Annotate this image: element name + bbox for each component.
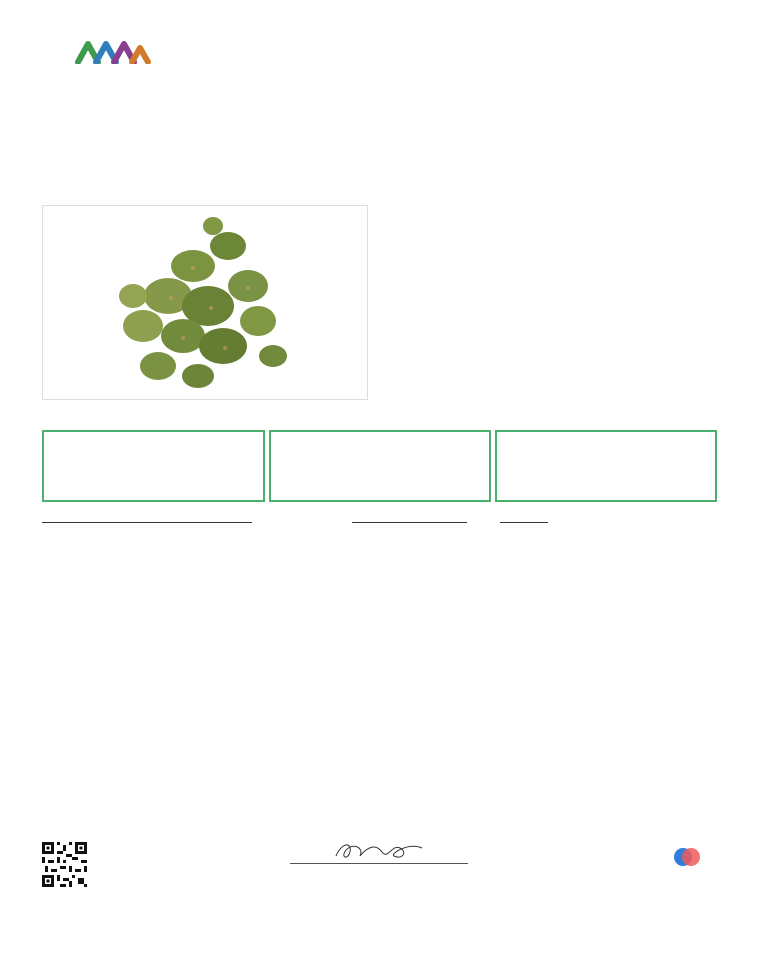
confident-logo-icon	[672, 846, 702, 868]
signature-line	[290, 863, 468, 864]
cannabinoid-table-header	[42, 512, 722, 523]
cannabinoid-units-row	[42, 523, 722, 534]
flower-buds-image	[43, 206, 369, 401]
signature-image	[330, 838, 430, 864]
qr-code[interactable]	[42, 842, 87, 887]
confident-logo	[662, 846, 712, 886]
lab-logo	[50, 38, 175, 93]
total-active-cannabinoids-box	[495, 430, 717, 502]
qr-code-icon	[42, 842, 87, 887]
signature	[330, 838, 430, 864]
total-active-thc-box	[42, 430, 265, 502]
product-photo	[42, 205, 368, 400]
total-active-cbd-box	[269, 430, 491, 502]
logo-mark-icon	[74, 38, 154, 64]
